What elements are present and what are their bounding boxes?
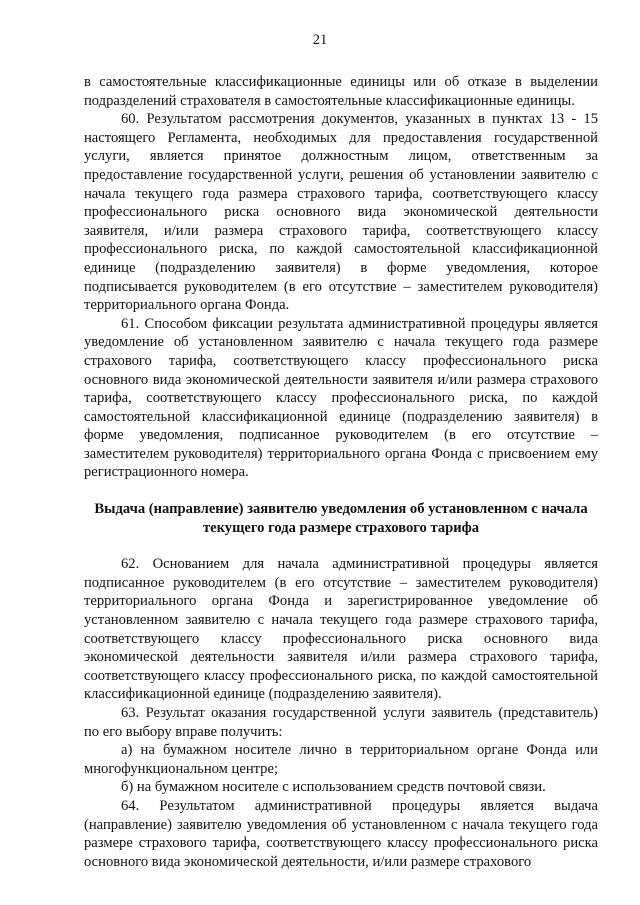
list-item-b: б) на бумажном носителе с использованием средств почтовой связи. — [121, 779, 546, 796]
paragraph-64: 64. Результатом административной процедуры является выдача (направление) заявителю уведомления об установленном с начала текущего года размере страхового тарифа, соответствующего классу профессионального риска основного вида экономической деятельности, и/или размере страхового — [84, 797, 598, 870]
paragraph-60: 60. Результатом рассмотрения документов, указанных в пунктах 13 - 15 настоящего Регламента, необходимых для предоставления государственной услуги, является принятое должностным лицом, ответственным за предоставление государственной услуги, решения об установлении заявителю с начала текущего года размера страхового тарифа, соответствующего классу профессионального риска основного вида экономической деятельности заявителя, и/или размера страхового тарифа, соответствующего классу профессионального риска, по каждой самостоятельной классификационной единице (подразделению заявителя) в форме уведомления, которое подписывается руководителем (в его отсутствие – заместителем руководителя) территориального органа Фонда. — [84, 111, 598, 314]
paragraph-62: 62. Основанием для начала административной процедуры является подписанное руководителем (в его отсутствие – заместителем руководителя) территориального органа Фонда и зарегистрированное уведомление об установленном заявителю с начала текущего года размере страхового тарифа, соответствующего классу профессионального риска основного вида экономической деятельности заявителя и/или размера страхового тарифа, соответствующего классу профессионального риска, по каждой самостоятельной классификационной единице (подразделению заявителя). — [84, 556, 598, 703]
paragraph-63: 63. Результат оказания государственной услуги заявитель (представитель) по его выбору вправе получить: — [84, 705, 598, 740]
section-heading: Выдача (направление) заявителю уведомления об установленном с начала текущего года размере страхового тарифа — [94, 501, 588, 536]
document-body — [84, 73, 598, 871]
paragraph-continuation: в самостоятельные классификационные единицы или об отказе в выделении подразделений страхователя в самостоятельные классификационные единицы. — [84, 74, 598, 109]
list-item-a: а) на бумажном носителе лично в территориальном органе Фонда или многофункциональном центре; — [84, 742, 598, 777]
paragraph-61: 61. Способом фиксации результата административной процедуры является уведомление об установленном заявителю с начала текущего года размере страхового тарифа, соответствующего классу профессионального риска основного вида экономической деятельности заявителя и/или размера страхового тарифа, соответствующего классу профессионального риска, по каждой самостоятельной классификационной единице (подразделению заявителя) в форме уведомления, подписанное руководителем (в его отсутствие – заместителем руководителя) территориального органа Фонда с присвоением ему регистрационного номера. — [84, 315, 598, 481]
page-number: 21 — [312, 32, 328, 48]
